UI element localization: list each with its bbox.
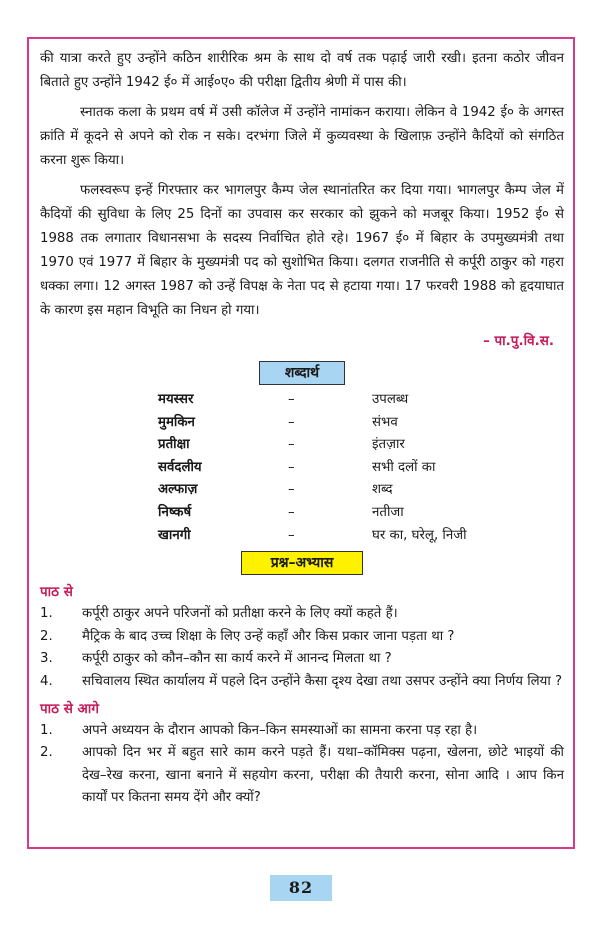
glossary-meaning: घर का, घरेलू, निजी bbox=[372, 527, 467, 543]
question-item bbox=[40, 720, 564, 743]
question-item bbox=[40, 603, 564, 626]
question-number: 1. bbox=[40, 606, 53, 622]
question-item bbox=[40, 742, 564, 810]
question-text: मैट्रिक के बाद उच्च शिक्षा के लिए उन्हें कहाँ और किस प्रकार जाना पड़ता था ? bbox=[82, 628, 455, 644]
glossary-dash: – bbox=[288, 437, 295, 453]
section-title-beyond-lesson: पाठ से आगे bbox=[40, 700, 99, 717]
glossary-word: प्रतीक्षा bbox=[158, 437, 190, 453]
question-item bbox=[40, 626, 564, 649]
question-item bbox=[40, 648, 564, 671]
question-text: अपने अध्ययन के दौरान आपको किन–किन समस्याओं का सामना करना पड़ रहा है। bbox=[82, 722, 478, 738]
paragraph-2: स्नातक कला के प्रथम वर्ष में उसी कॉलेज में उन्होंने नामांकन कराया। लेकिन वे 1942 ई० के अगस्त क्रांति में कूदने से अपने को रोक न सके। दरभंगा जिले में कुव्यवस्था के खिलाफ़ उन्होंने कैदियों को संगठित करना शुरू किया। bbox=[40, 105, 565, 168]
glossary-dash: – bbox=[288, 482, 295, 498]
question-text: सचिवालय स्थित कार्यालय में पहले दिन उन्होंने कैसा दृश्य देखा तथा उसपर उन्होंने क्या निर्णय लिया ? bbox=[82, 673, 563, 689]
glossary-meaning: सभी दलों का bbox=[372, 459, 436, 475]
question-number: 4. bbox=[40, 673, 53, 689]
paragraph-3: फलस्वरूप इन्हें गिरफ्तार कर भागलपुर कैम्प जेल स्थानांतरित कर दिया गया। भागलपुर कैम्प जेल में कैदियों की सुविधा के लिए 25 दिनों का उपवास कर सरकार को झुकने को मजबूर किया। 1952 ई० से 1988 तक लगातार विधानसभा के सदस्य निर्वाचित होते रहे। 1967 ई० में बिहार के उपमुख्यमंत्री तथा 1970 एवं 1977 में बिहार के मुख्यमंत्री पद को सुशोभित किया। दलगत राजनीति से कर्पूरी ठाकुर को गहरा धक्का लगा। 12 अगस्त 1987 को उन्हें विपक्ष के नेता पद से हटाया गया। 17 फरवरी 1988 को हृदयाघात के कारण इस महान विभूति का निधन हो गया। bbox=[40, 183, 564, 318]
question-number: 1. bbox=[40, 722, 53, 738]
glossary-word: मयस्सर bbox=[158, 392, 194, 407]
glossary-meaning: संभव bbox=[372, 414, 398, 430]
glossary-row bbox=[158, 389, 498, 412]
glossary-row bbox=[158, 525, 498, 548]
question-text: आपको दिन भर में बहुत सारे काम करने पड़ते हैं। यथा–कॉमिक्स पढ़ना, खेलना, छोटे भाइयों की देख–रेख करना, खाना बनाने में सहयोग करना, परीक्षा की तैयारी करना, सोना आदि । आप किन कार्यों पर कितना समय देंगे और क्यों? bbox=[82, 745, 564, 806]
glossary-word: अल्फाज़ bbox=[158, 482, 198, 498]
glossary-heading: शब्दार्थ bbox=[259, 361, 345, 385]
page-content bbox=[40, 47, 564, 810]
glossary-row bbox=[158, 457, 498, 480]
question-item bbox=[40, 671, 564, 694]
question-number: 3. bbox=[40, 651, 53, 667]
paragraph-1: की यात्रा करते हुए उन्होंने कठिन शारीरिक श्रम के साथ दो वर्ष तक पढ़ाई जारी रखी। इतना कठोर जीवन बिताते हुए उन्होंने 1942 ई० में आई०ए० की परीक्षा द्वितीय श्रेणी में पास की। bbox=[40, 51, 564, 90]
glossary-row bbox=[158, 412, 498, 435]
glossary-word: खानगी bbox=[158, 527, 191, 543]
glossary-word: सर्वदलीय bbox=[158, 459, 202, 475]
page-number: 82 bbox=[270, 875, 332, 901]
glossary-dash: – bbox=[288, 392, 295, 407]
section-title-from-lesson: पाठ से bbox=[40, 584, 73, 601]
glossary-list bbox=[158, 389, 498, 547]
question-number: 2. bbox=[40, 745, 53, 761]
glossary-dash: – bbox=[288, 459, 295, 475]
glossary-dash: – bbox=[288, 414, 295, 430]
exercise-heading: प्रश्न–अभ्यास bbox=[241, 551, 363, 575]
glossary-dash: – bbox=[288, 504, 295, 520]
question-text: कर्पूरी ठाकुर को कौन–कौन सा कार्य करने में आनन्द मिलता था ? bbox=[82, 651, 392, 667]
glossary-meaning: उपलब्ध bbox=[372, 392, 409, 407]
question-text: कर्पूरी ठाकुर अपने परिजनों को प्रतीक्षा करने के लिए क्यों कहते हैं। bbox=[82, 606, 398, 622]
glossary-meaning: शब्द bbox=[372, 482, 393, 498]
glossary-row bbox=[158, 502, 498, 525]
source-citation: – पा.पु.वि.स. bbox=[483, 333, 554, 349]
glossary-dash: – bbox=[288, 527, 295, 543]
glossary-row bbox=[158, 434, 498, 457]
glossary-word: मुमकिन bbox=[158, 414, 195, 430]
glossary-word: निष्कर्ष bbox=[158, 504, 192, 520]
glossary-row bbox=[158, 479, 498, 502]
glossary-meaning: नतीजा bbox=[372, 504, 404, 520]
glossary-meaning: इंतज़ार bbox=[372, 437, 405, 453]
question-number: 2. bbox=[40, 628, 53, 644]
